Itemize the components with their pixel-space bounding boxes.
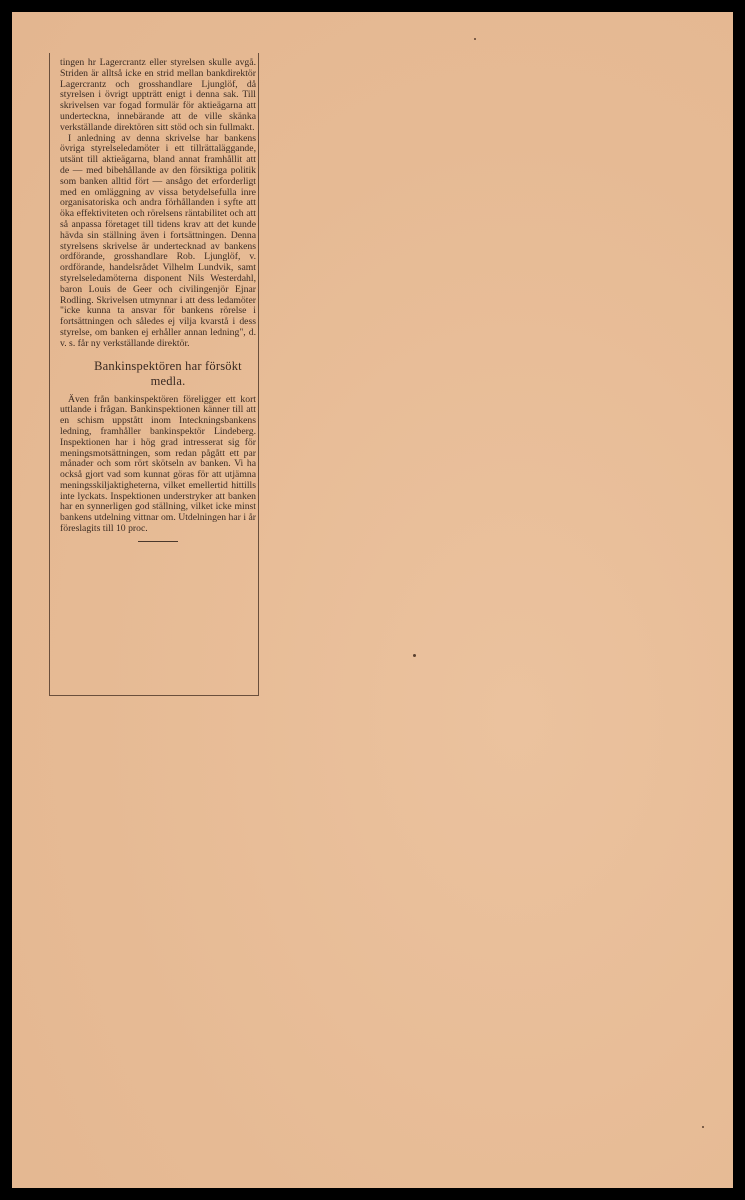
newspaper-clipping <box>49 53 259 696</box>
paper-speck <box>702 1126 704 1128</box>
article-paragraph-3: Även från bankinspektören föreligger ett kort uttlande i frågan. Bankinspektionen känner till att en schism uppstått inom Inteckningsbankens ledning, framhåller bankinspektör Lindeberg. Inspektionen har i hög grad intresserat sig för meningsmotsättningen, som redan pågått ett par månader och som rört skötseln av banken. Vi ha också gjort vad som kunnat göras för att utjämna meningsskiljaktigheterna, vilket emellertid hittills inte lyckats. Inspektionen understryker att banken har en synnerligen god ställning, vilket icke minst bankens utdelning vittnar om. Utdelningen har i år föreslagits till 10 proc. <box>60 393 256 535</box>
archive-sheet <box>12 12 733 1188</box>
paper-speck <box>413 654 416 657</box>
article-subheading: Bankinspektören har försökt medla. <box>94 358 242 388</box>
paper-speck <box>474 38 476 40</box>
end-rule <box>138 541 178 542</box>
article-paragraph-1: tingen hr Lagercrantz eller styrelsen skulle avgå. Striden är alltså icke en strid mellan bankdirektör Lagercrantz och grosshandlare Ljunglöf, då styrelsen i övrigt uppträtt enigt i denna sak. Till skrivelsen var fogad formulär för aktieägarna att underteckna, innebärande att de ville skänka verkställande direktören sitt stöd och sin fullmakt. <box>60 57 256 133</box>
article-paragraph-2: I anledning av denna skrivelse har bankens övriga styrelseledamöter i ett tillrättaläggande, utsänt till aktieägarna, bland annat framhållit att de — med bibehållande av den försiktiga politik som banken alltid fört — ansågo det erforderligt med en omläggning av vissa betydelsefulla inre organisatoriska och andra förhållanden i syfte att öka effektiviteten och rörelsens räntabilitet och att så anpassa företaget till tidens krav att det kunde hävda sin ställning även i fortsättningen. Denna styrelsens skrivelse är undertecknad av bankens ordförande, grosshandlare Rob. Ljunglöf, v. ordförande, handelsrådet Vilhelm Lundvik, samt styrelseledamöterna disponent Nils Westerdahl, baron Louis de Geer och civilingenjör Ejnar Rodling. Skrivelsen utmynnar i att dess ledamöter "icke kunna ta ansvar för bankens rörelse i fortsättningen och således ej vilja kvarstå i dess styrelse, om banken ej erhåller annan ledning", d. v. s. får ny verkställande direktör. <box>60 132 256 349</box>
